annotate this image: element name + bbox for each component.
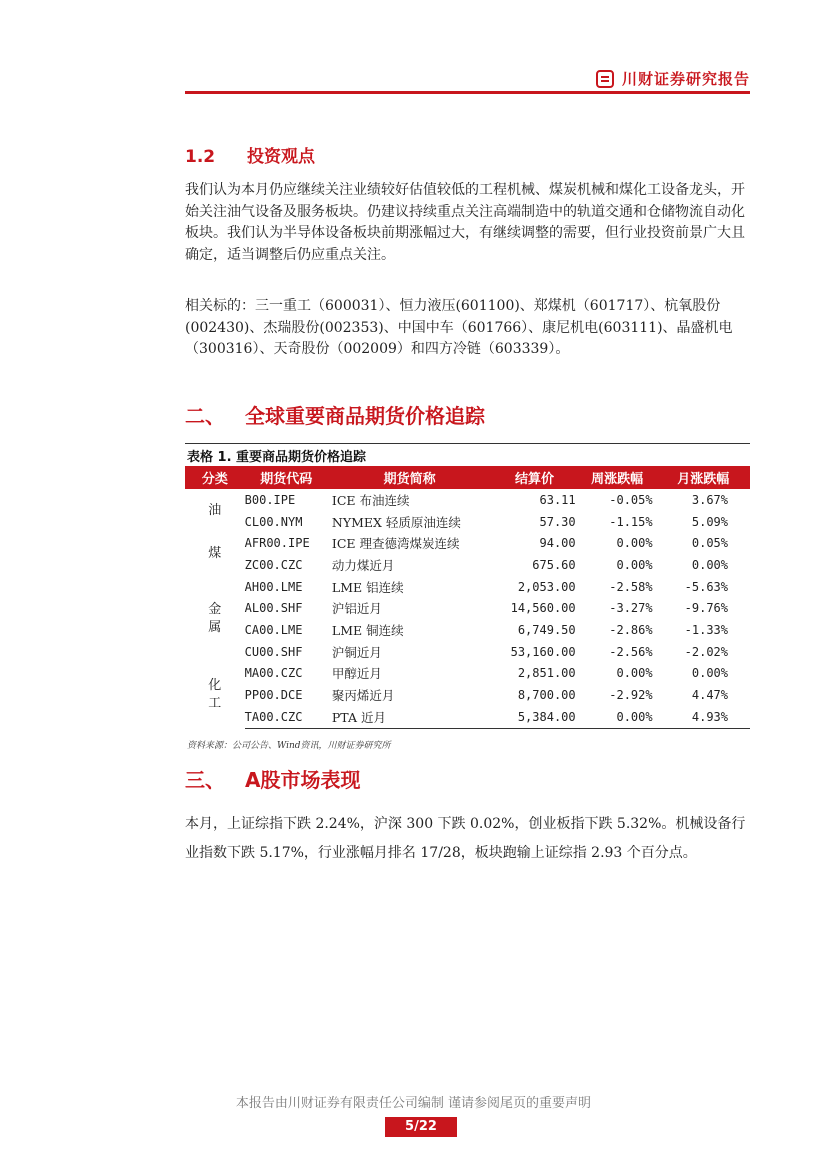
section-title-2 [185,400,485,429]
name-cell: LME 铜连续 [331,622,404,638]
header-name: 期货简称 [328,466,492,489]
section-title-1-2 [185,142,315,167]
week-change-cell: 0.00% [616,536,653,551]
table-row [185,597,750,619]
table-row [185,641,750,663]
table-top-rule [185,443,750,444]
week-change-cell: -2.86% [609,622,653,637]
month-change-cell: -2.02% [684,644,728,659]
month-change-cell: -1.33% [684,622,728,637]
category-cell [185,576,245,663]
month-change-cell: 0.05% [691,536,728,551]
header-code: 期货代码 [245,466,328,489]
table-row [185,576,750,598]
brand-logo-icon [596,70,614,88]
week-change-cell: 0.00% [578,706,657,728]
week-change-cell: -2.92% [609,688,653,703]
header-divider [185,91,750,94]
brand-name: 川财证券研究报告 [621,70,750,88]
price-cell: 63.11 [539,492,576,507]
code-cell: AL00.SHF [244,601,303,616]
table-source: 资料来源：公司公告、Wind资讯，川财证券研究所 [187,741,391,751]
section-number: 二、 [185,404,225,428]
month-change-cell: 0.00% [691,666,728,681]
table-header-row [185,466,750,489]
name-cell: 聚丙烯近月 [331,688,395,704]
category-label: 煤 [208,546,222,562]
section-title-3 [185,764,360,793]
month-change-cell: 0.00% [691,557,728,572]
footer-disclaimer: 本报告由川财证券有限责任公司编制 谨请参阅尾页的重要声明 [235,1096,592,1111]
header-brand [596,68,750,89]
name-cell: LME 铝连续 [331,579,404,595]
month-change-cell: -5.63% [684,579,728,594]
month-change-cell: 5.09% [691,514,728,529]
related-stocks-paragraph: 相关标的：三一重工（600031）、恒力液压(601100)、郑煤机（601717）、杭氧股份(002430)、杰瑞股份(002353)、中国中车（601766）、康尼机电(603111)、晶盛机电（300316）、天奇股份（002009）和四方冷链（603339）。 [185,298,733,357]
section-number: 1.2 [185,147,216,167]
name-cell: ICE 理查德湾煤炭连续 [331,536,460,552]
week-change-cell: -2.58% [609,579,653,594]
week-change-cell: 0.00% [616,666,653,681]
code-cell: AFR00.IPE [244,536,310,551]
futures-price-table [185,466,750,729]
week-change-cell: -3.27% [609,601,653,616]
name-cell: NYMEX 轻质原油连续 [331,514,461,530]
section-heading: A股市场表现 [245,768,361,792]
section-heading: 全球重要商品期货价格追踪 [245,404,485,428]
name-cell: ICE 布油连续 [331,492,410,508]
price-cell: 57.30 [539,514,576,529]
page-number: 5/22 [385,1117,457,1137]
table-caption: 表格 1. 重要商品期货价格追踪 [187,450,367,465]
code-cell: MA00.CZC [244,666,303,681]
category-label: 金属 [208,602,222,636]
table-row [185,663,750,685]
week-change-cell: 0.00% [616,557,653,572]
name-cell: 沪铜近月 [331,644,382,660]
section-number: 三、 [185,768,225,792]
table-row [185,706,750,728]
month-change-cell: 4.93% [657,706,750,728]
week-change-cell: -2.56% [609,644,653,659]
price-cell: 6,749.50 [517,622,576,637]
month-change-cell: 3.67% [691,492,728,507]
price-cell: 2,851.00 [517,666,576,681]
header-price: 结算价 [491,466,577,489]
table-row [185,511,750,533]
table-row [185,489,750,511]
name-cell: 甲醇近月 [331,666,382,682]
table-body [185,489,750,728]
week-change-cell: -1.15% [609,514,653,529]
price-cell: 8,700.00 [517,688,576,703]
section-heading: 投资观点 [247,147,315,167]
name-cell: 动力煤近月 [331,557,395,573]
category-label: 化工 [208,678,222,712]
price-cell: 2,053.00 [517,579,576,594]
code-cell: AH00.LME [244,579,303,594]
code-cell: CA00.LME [244,622,303,637]
price-cell: 675.60 [532,557,576,572]
header-week-change: 周涨跌幅 [578,466,657,489]
code-cell: B00.IPE [244,492,296,507]
table-row [185,619,750,641]
price-cell: 53,160.00 [510,644,576,659]
month-change-cell: -9.76% [684,601,728,616]
table-row [185,532,750,554]
price-cell: 94.00 [539,536,576,551]
investment-view-paragraph: 我们认为本月仍应继续关注业绩较好估值较低的工程机械、煤炭机械和煤化工设备龙头，开始关注油气设备及服务板块。仍建议持续重点关注高端制造中的轨道交通和仓储物流自动化板块。我们认为半导体设备板块前期涨幅过大，有继续调整的需要，但行业投资前景广大且确定，适当调整后仍应重点关注。 [185,182,745,263]
table-row [185,684,750,706]
header-month-change: 月涨跌幅 [657,466,750,489]
page-header [185,68,750,94]
month-change-cell: 4.47% [691,688,728,703]
code-cell: CU00.SHF [244,644,303,659]
week-change-cell: -0.05% [609,492,653,507]
price-cell: 5,384.00 [491,706,577,728]
code-cell: PP00.DCE [244,688,303,703]
name-cell: PTA 近月 [328,706,492,728]
market-performance-paragraph: 本月，上证综指下跌 2.24%，沪深 300 下跌 0.02%，创业板指下跌 5.32%。机械设备行业指数下跌 5.17%，行业涨幅月排名 17/28，板块跑输上证综指 2.93 个百分点。 [185,816,746,861]
code-cell: ZC00.CZC [244,557,303,572]
name-cell: 沪铝近月 [331,601,382,617]
category-label: 油 [208,502,222,518]
price-cell: 14,560.00 [510,601,576,616]
table-row [185,554,750,576]
code-cell: TA00.CZC [245,706,328,728]
category-cell [185,489,245,532]
category-cell [185,532,245,575]
header-category: 分类 [185,466,245,489]
code-cell: CL00.NYM [244,514,303,529]
category-cell [185,663,245,729]
